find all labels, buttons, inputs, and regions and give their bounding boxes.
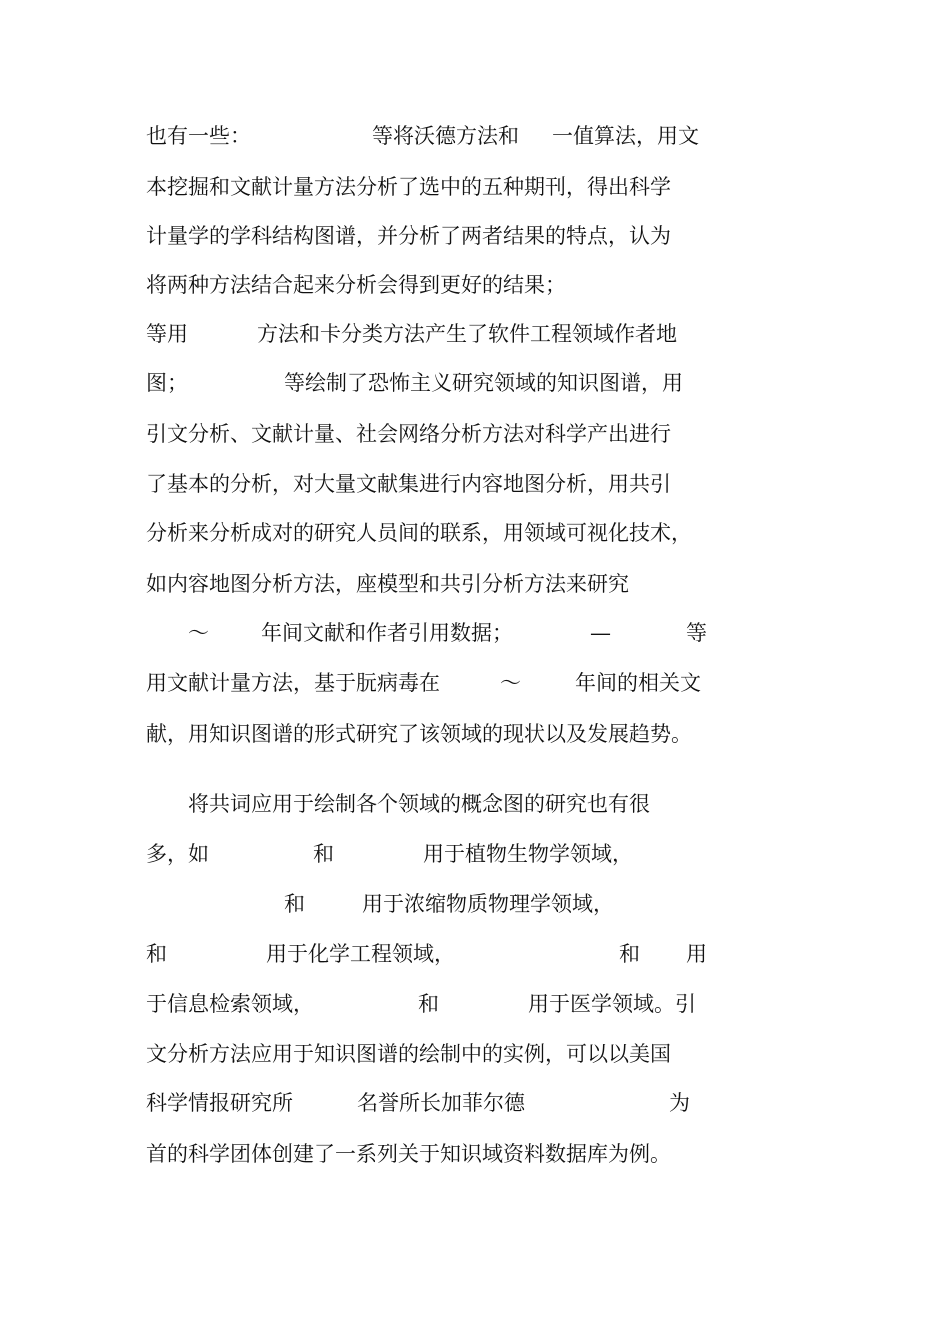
text-segment: 用于浓缩物质物理学领域，: [362, 892, 614, 916]
text-segment: 用: [686, 942, 707, 966]
text-line: [0, 888, 950, 920]
text-line: [0, 220, 950, 252]
text-line: [0, 788, 950, 820]
text-segment: 多，如: [146, 842, 209, 866]
text-line: [0, 938, 950, 970]
text-segment: 等用: [146, 322, 188, 346]
text-line: [0, 318, 950, 350]
text-segment: 和: [418, 992, 439, 1016]
text-line: [0, 617, 950, 649]
text-segment: 用于化学工程领域，: [266, 942, 455, 966]
text-segment: 图；: [146, 371, 188, 395]
text-line: [0, 468, 950, 500]
text-line: [0, 1038, 950, 1070]
text-segment: 计量学的学科结构图谱，并分析了两者结果的特点，认为: [146, 224, 671, 248]
text-segment: 了基本的分析，对大量文献集进行内容地图分析，用共引: [146, 472, 671, 496]
text-line: [0, 838, 950, 870]
text-segment: 用于植物生物学领域，: [423, 842, 633, 866]
text-line: [0, 1138, 950, 1170]
text-segment: 和: [313, 842, 334, 866]
text-line: [0, 120, 950, 152]
text-segment: 用于医学领域。引: [528, 992, 696, 1016]
text-segment: 分析来分析成对的研究人员间的联系，用领域可视化技术，: [146, 521, 692, 545]
text-segment: 和: [284, 892, 305, 916]
text-line: [0, 988, 950, 1020]
text-segment: 和: [619, 942, 640, 966]
text-segment: 名誉所长加菲尔德: [357, 1091, 525, 1115]
text-segment: 年间的相关文: [575, 671, 701, 695]
text-segment: 一值算法，用文: [552, 124, 699, 148]
text-line: [0, 517, 950, 549]
text-segment: 科学情报研究所: [146, 1091, 293, 1115]
text-segment: 献，用知识图谱的形式研究了该领域的现状以及发展趋势。: [146, 722, 692, 746]
text-segment: 本挖掘和文献计量方法分析了选中的五种期刊，得出科学: [146, 175, 671, 199]
text-segment: 等绘制了恐怖主义研究领域的知识图谱，用: [284, 371, 683, 395]
text-segment: 于信息检索领域，: [146, 992, 314, 1016]
text-line: [0, 718, 950, 750]
text-segment: ～: [188, 621, 209, 645]
text-line: [0, 367, 950, 399]
text-segment: 如内容地图分析方法，座模型和共引分析方法来研究: [146, 572, 629, 596]
text-line: [0, 269, 950, 301]
text-segment: 引文分析、文献计量、社会网络分析方法对科学产出进行: [146, 422, 671, 446]
text-line: [0, 568, 950, 600]
text-segment: —: [590, 621, 611, 645]
text-line: [0, 1087, 950, 1119]
text-segment: 等: [686, 621, 707, 645]
text-segment: 文分析方法应用于知识图谱的绘制中的实例，可以以美国: [146, 1042, 671, 1066]
text-line: [0, 667, 950, 699]
text-segment: 和: [146, 942, 167, 966]
text-segment: 年间文献和作者引用数据；: [261, 621, 513, 645]
text-segment: ～: [500, 671, 521, 695]
text-segment: 将共词应用于绘制各个领域的概念图的研究也有很: [188, 792, 650, 816]
text-segment: 首的科学团体创建了一系列关于知识域资料数据库为例。: [146, 1142, 671, 1166]
text-line: [0, 171, 950, 203]
text-segment: 将两种方法结合起来分析会得到更好的结果；: [146, 273, 566, 297]
text-line: [0, 418, 950, 450]
text-segment: 也有一些：: [146, 124, 251, 148]
text-segment: 用文献计量方法，基于朊病毒在: [146, 671, 440, 695]
text-segment: 为: [669, 1091, 690, 1115]
text-segment: 等将沃德方法和: [372, 124, 519, 148]
text-segment: 方法和卡分类方法产生了软件工程领域作者地: [257, 322, 677, 346]
